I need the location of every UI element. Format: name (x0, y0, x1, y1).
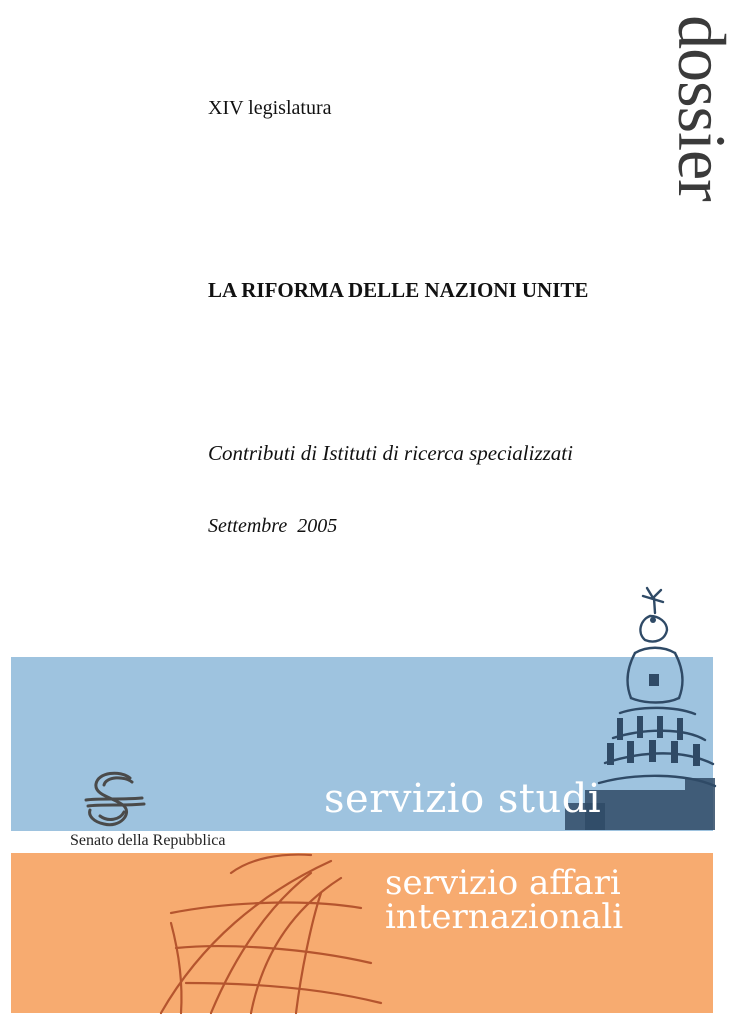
document-title: LA RIFORMA DELLE NAZIONI UNITE (208, 278, 589, 302)
document-date: Settembre 2005 (208, 515, 338, 537)
legislature-label: XIV legislatura (208, 97, 332, 119)
senate-s-logo-icon (80, 770, 150, 832)
servizio-studi-label: servizio studi (324, 776, 602, 822)
servizio-affari-line1: servizio affari (385, 863, 621, 903)
servizio-affari-line2: internazionali (385, 897, 624, 937)
document-subtitle: Contributi di Istituti di ricerca specializzati (208, 441, 573, 465)
servizio-affari-label (385, 863, 624, 937)
institution-label: Senato della Repubblica (70, 832, 226, 849)
dossier-label: dossier (664, 15, 740, 201)
